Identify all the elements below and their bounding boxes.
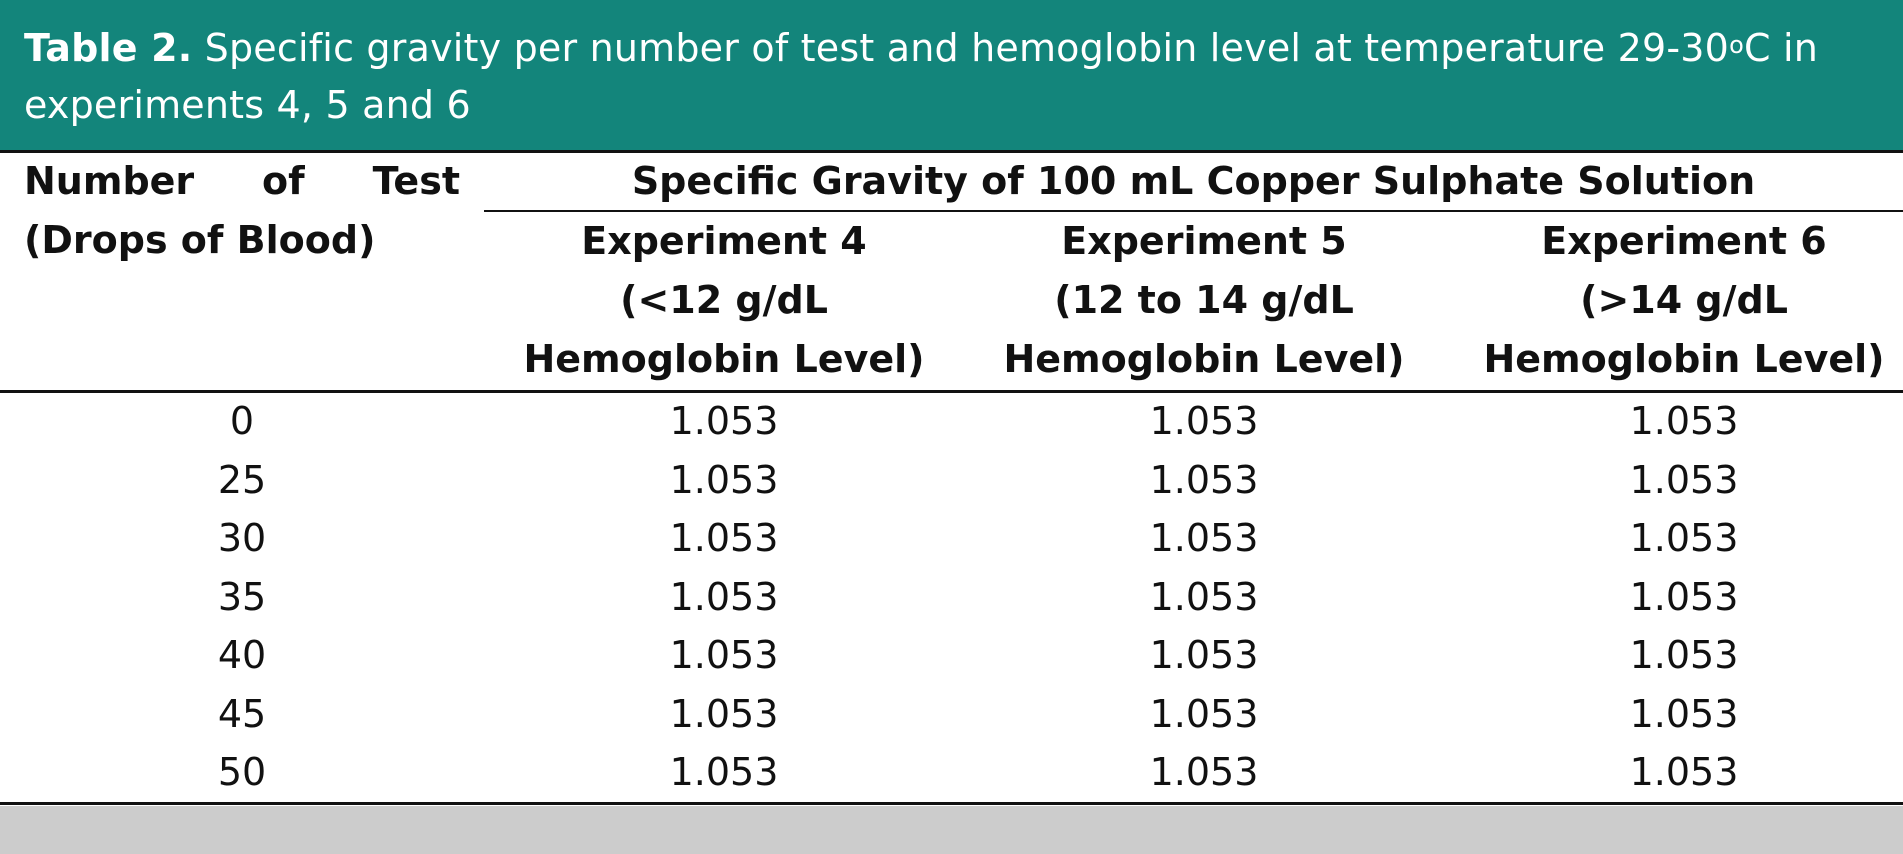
cell-drops: 25 xyxy=(217,457,267,502)
cell-specific-gravity-exp6: 1.053 xyxy=(1629,516,1739,560)
cell-specific-gravity-exp4: 1.053 xyxy=(669,574,779,619)
header-experiment-6-level: Hemoglobin Level) xyxy=(1483,337,1885,381)
footer-band xyxy=(0,806,1903,854)
header-word-number: Number xyxy=(24,159,195,203)
table-bottom-rule xyxy=(0,802,1903,805)
cell-drops: 50 xyxy=(217,750,267,794)
cell-specific-gravity-exp4: 1.053 xyxy=(669,633,779,677)
cell-specific-gravity-exp5: 1.053 xyxy=(1149,399,1259,443)
header-number-of-test xyxy=(24,152,460,270)
cell-drops: 0 xyxy=(229,399,255,443)
cell-specific-gravity-exp6: 1.053 xyxy=(1629,574,1739,619)
cell-specific-gravity-exp5: 1.053 xyxy=(1149,516,1259,560)
header-experiment-4 xyxy=(484,212,964,389)
cell-drops: 45 xyxy=(217,691,267,736)
header-experiment-5 xyxy=(964,212,1444,389)
cell-specific-gravity-exp6: 1.053 xyxy=(1629,633,1739,677)
header-drops-of-blood: (Drops of Blood) xyxy=(24,218,376,262)
caption-text-after-degree: C in experiments 4, 5 and 6 xyxy=(24,26,1819,127)
header-experiment-5-level: Hemoglobin Level) xyxy=(1003,337,1405,381)
header-experiment-5-title: Experiment 5 xyxy=(1061,219,1347,263)
header-word-of: of xyxy=(262,159,305,203)
cell-specific-gravity-exp5: 1.053 xyxy=(1149,574,1259,619)
cell-drops: 40 xyxy=(217,633,267,677)
cell-specific-gravity-exp6: 1.053 xyxy=(1629,399,1739,443)
header-word-test: Test xyxy=(372,159,460,203)
cell-specific-gravity-exp4: 1.053 xyxy=(669,457,779,502)
cell-specific-gravity-exp4: 1.053 xyxy=(669,516,779,560)
cell-specific-gravity-exp6: 1.053 xyxy=(1629,750,1739,794)
header-experiment-6-range: (>14 g/dL xyxy=(1580,278,1788,322)
header-experiment-5-range: (12 to 14 g/dL xyxy=(1054,278,1354,322)
table-caption xyxy=(0,0,1903,150)
caption-label: Table 2. xyxy=(24,26,193,70)
header-experiment-4-range: (<12 g/dL xyxy=(620,278,828,322)
cell-specific-gravity-exp4: 1.053 xyxy=(669,399,779,443)
cell-drops: 35 xyxy=(217,574,267,619)
cell-specific-gravity-exp5: 1.053 xyxy=(1149,691,1259,736)
header-number-of-test-line1 xyxy=(24,152,460,211)
header-experiment-4-level: Hemoglobin Level) xyxy=(523,337,925,381)
header-experiment-4-title: Experiment 4 xyxy=(581,219,867,263)
header-experiment-6 xyxy=(1444,212,1903,389)
cell-specific-gravity-exp5: 1.053 xyxy=(1149,633,1259,677)
header-specific-gravity-group: Specific Gravity of 100 mL Copper Sulphate Solution xyxy=(631,159,1756,203)
caption-text-before-degree: Specific gravity per number of test and hemoglobin level at temperature 29-30 xyxy=(204,26,1730,70)
cell-specific-gravity-exp5: 1.053 xyxy=(1149,750,1259,794)
cell-specific-gravity-exp4: 1.053 xyxy=(669,691,779,736)
cell-specific-gravity-exp4: 1.053 xyxy=(669,750,779,794)
cell-drops: 30 xyxy=(217,516,267,560)
header-experiment-6-title: Experiment 6 xyxy=(1541,219,1827,263)
cell-specific-gravity-exp5: 1.053 xyxy=(1149,457,1259,502)
caption-degree-symbol: o xyxy=(1729,31,1744,59)
cell-specific-gravity-exp6: 1.053 xyxy=(1629,691,1739,736)
cell-specific-gravity-exp6: 1.053 xyxy=(1629,457,1739,502)
